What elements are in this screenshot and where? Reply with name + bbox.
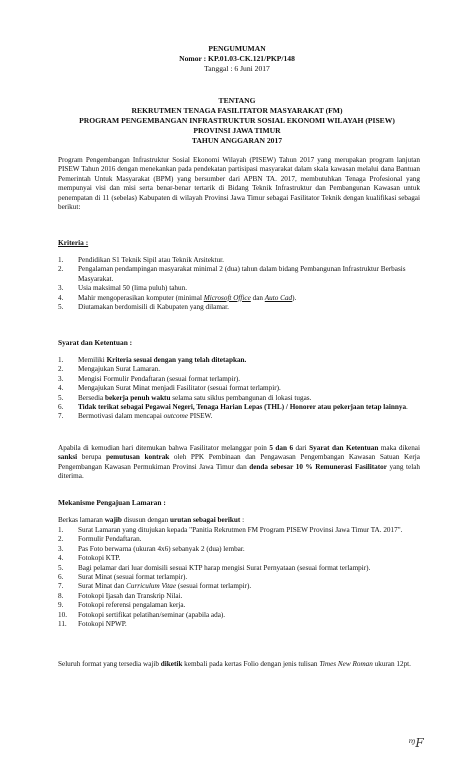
kriteria-list bbox=[58, 256, 420, 312]
doc-number: Nomor : KP.01.03-CK.121/PKP/148 bbox=[179, 54, 295, 63]
syarat-list bbox=[58, 356, 420, 422]
list-item: 1. Memiliki Kriteria sesuai dengan yang telah ditetapkan. bbox=[58, 356, 247, 364]
closing-paragraph: Seluruh format yang tersedia wajib diketik kembali pada kertas Folio dengan jenis tulisan Times New Roman ukuran 12pt. bbox=[58, 660, 411, 668]
mekanisme-heading: Mekanisme Pengajuan Lamaran : bbox=[58, 498, 166, 507]
initials-signature: ᶬF bbox=[408, 736, 424, 750]
sanksi-paragraph: Apabila di kemudian hari ditemukan bahwa Fasilitator melanggar poin 5 dan 6 dari Syarat dan Ketentuan maka dikenai sanksi berupa pemutusan kontrak oleh PPK Pembinaan dan Pengawasan Pengembangan Kawasan Satuan Kerja Pengembangan Kawasan Permukiman Provinsi Jawa Timur dan denda sebesar 10 % Remunerasi Fasilitator yang telah diterima. bbox=[58, 444, 420, 481]
list-item: 2. Formulir Pendaftaran. bbox=[58, 535, 142, 544]
list-item: 3. Mengisi Formulir Pendaftaran (sesuai format terlampir). bbox=[58, 374, 241, 383]
list-item: 4. Mengajukan Surat Minat menjadi Fasilitator (sesuai format terlampir). bbox=[58, 384, 281, 393]
kriteria-heading: Kriteria : bbox=[58, 238, 89, 247]
list-item: 2. Pengalaman pendampingan masyarakat minimal 2 (dua) tahun dalam bidang Pembangunan Infrastruktur Berbasis Masyarakat. bbox=[58, 265, 406, 283]
list-item: 3. Pas Foto berwarna (ukuran 4x6) sebanyak 2 (dua) lembar. bbox=[58, 544, 245, 553]
list-item: 2. Mengajukan Surat Lamaran. bbox=[58, 365, 161, 374]
list-item: 10. Fotokopi sertifikat pelatihan/seminar (apabila ada). bbox=[58, 610, 226, 619]
syarat-heading: Syarat dan Ketentuan : bbox=[58, 338, 133, 347]
list-item: 7. Surat Minat dan Curriculum Vitae (sesuai format terlampir). bbox=[58, 582, 252, 591]
subject-block bbox=[0, 96, 474, 146]
header-block bbox=[0, 44, 474, 74]
doc-title: PENGUMUMAN bbox=[208, 44, 266, 53]
list-item: 7. Bermotivasi dalam mencapai outcome PISEW. bbox=[58, 412, 213, 421]
subject-line-4: TAHUN ANGGARAN 2017 bbox=[191, 136, 283, 145]
list-item: 8. Fotokopi Ijasah dan Transkrip Nilai. bbox=[58, 591, 183, 600]
list-item: 5. Bersedia bekerja penuh waktu selama satu siklus pembangunan di lokasi tugas. bbox=[58, 393, 312, 402]
list-item: 5. Diutamakan berdomisili di Kabupaten yang dilamar. bbox=[58, 303, 229, 312]
subject-label: TENTANG bbox=[218, 96, 256, 105]
intro-paragraph: Program Pengembangan Infrastruktur Sosial Ekonomi Wilayah (PISEW) Tahun 2017 yang merupakan program lanjutan PISEW Tahun 2016 dengan menekankan pada pendekatan partisipasi masyarakat dalam skala kawasan melalui dana Bantuan Pemerintah Untuk Masyarakat (BPM) yang bersumber dari APBN TA. 2017, membutuhkan Tenaga Profesional yang mempunyai visi dan misi serta benar-benar tertarik di Bidang Teknik Infrastruktur dan Pembangunan Kawasan untuk penempatan di 11 (sebelas) Kabupaten di wilayah Provinsi Jawa Timur sebagai Fasilitator Teknik dengan kualifikasi sebagai berikut: bbox=[58, 156, 420, 212]
doc-date: Tanggal : 6 Juni 2017 bbox=[204, 64, 270, 73]
list-item: 11. Fotokopi NPWP. bbox=[58, 620, 127, 629]
list-item: 1. Surat Lamaran yang ditujukan kepada "Panitia Rekrutmen FM Program PISEW Provinsi Jawa Timur TA. 2017". bbox=[58, 526, 403, 534]
list-item: 3. Usia maksimal 50 (lima puluh) tahun. bbox=[58, 284, 187, 293]
subject-line-3: PROVINSI JAWA TIMUR bbox=[193, 126, 281, 135]
subject-line-2: PROGRAM PENGEMBANGAN INFRASTRUKTUR SOSIAL EKONOMI WILAYAH (PISEW) bbox=[79, 116, 395, 125]
mekanisme-lead: Berkas lamaran wajib disusun dengan urutan sebagai berikut : bbox=[58, 516, 245, 524]
mekanisme-list bbox=[58, 526, 420, 629]
list-item: 6. Surat Minat (sesuai format terlampir). bbox=[58, 573, 188, 582]
list-item: 4. Mahir mengoperasikan komputer (minimal Microsoft Office dan Auto Cad). bbox=[58, 293, 297, 302]
subject-line-1: REKRUTMEN TENAGA FASILITATOR MASYARAKAT (FM) bbox=[131, 106, 343, 115]
list-item: 9. Fotokopi referensi pengalaman kerja. bbox=[58, 601, 186, 610]
list-item: 5. Bagi pelamar dari luar domisili sesuai KTP harap mengisi Surat Pernyataan (sesuai format terlampir). bbox=[58, 563, 371, 572]
list-item: 6. Tidak terikat sebagai Pegawai Negeri, Tenaga Harian Lepas (THL) / Honorer atau pekerjaan tetap lainnya. bbox=[58, 403, 408, 412]
list-item: 1. Pendidikan S1 Teknik Sipil atau Teknik Arsitektur. bbox=[58, 256, 224, 264]
list-item: 4. Fotokopi KTP. bbox=[58, 554, 121, 563]
